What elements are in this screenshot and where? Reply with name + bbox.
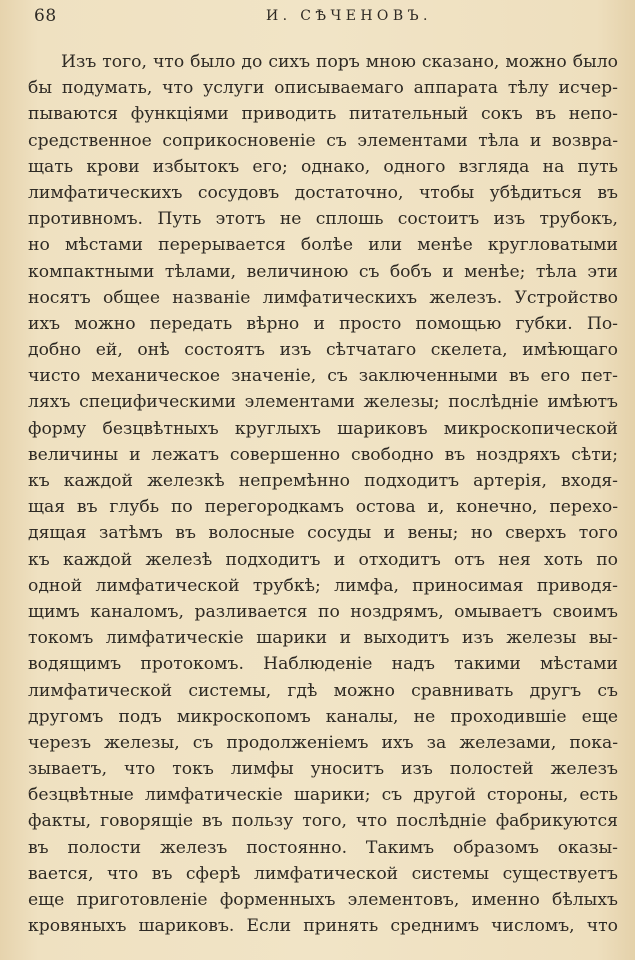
- text-line: форму безцвѣтныхъ круглыхъ шариковъ микроскопической: [28, 418, 618, 439]
- text-line: факты, говорящіе въ пользу того, что послѣдніе фабрикуются: [28, 811, 618, 832]
- text-line: лимфатическихъ сосудовъ достаточно, чтобы убѣдиться въ: [28, 182, 618, 203]
- text-line: ляхъ специфическими элементами железы; послѣдніе имѣютъ: [28, 392, 618, 413]
- text-line: компактными тѣлами, величиною съ бобъ и менѣе; тѣла эти: [28, 261, 618, 282]
- text-line: зываетъ, что токъ лимфы уноситъ изъ полостей железъ: [28, 759, 618, 780]
- text-line: щая въ глубь по перегородкамъ остова и, конечно, перехо-: [28, 497, 618, 518]
- text-line: къ каждой железѣ подходитъ и отходитъ отъ нея хоть по: [28, 549, 618, 570]
- text-line: токомъ лимфатическіе шарики и выходитъ изъ железы вы-: [28, 628, 618, 649]
- text-line: кровяныхъ шариковъ. Если принять среднимъ числомъ, что: [28, 916, 618, 937]
- text-line: щать крови избытокъ его; однако, одного взгляда на путь: [28, 156, 618, 177]
- text-line: къ каждой железкѣ непремѣнно подходитъ артерія, входя-: [28, 471, 618, 491]
- text-line: безцвѣтные лимфатическіе шарики; съ другой стороны, есть: [28, 785, 618, 806]
- page-header: [34, 4, 607, 30]
- text-line: но мѣстами перерывается болѣе или менѣе кругловатыми: [28, 235, 618, 256]
- text-line: вается, что въ сферѣ лимфатической системы существуетъ: [28, 863, 618, 884]
- text-line: въ полости железъ постоянно. Такимъ образомъ оказы-: [28, 837, 618, 858]
- text-line: добно ей, онѣ состоятъ изъ сѣтчатаго скелета, имѣющаго: [28, 340, 618, 361]
- text-line: лимфатической системы, гдѣ можно сравнивать другъ съ: [28, 680, 618, 701]
- text-line: другомъ подъ микроскопомъ каналы, не проходившіе еще: [28, 706, 618, 727]
- text-line: щимъ каналомъ, разливается по ноздрямъ, омываетъ своимъ: [28, 601, 618, 622]
- body-text: [28, 49, 618, 939]
- text-line: противномъ. Путь этотъ не сплошь состоитъ изъ трубокъ,: [28, 209, 618, 230]
- text-line: дящая затѣмъ въ волосные сосуды и вены; но сверхъ того: [28, 523, 618, 544]
- running-head: И. СѢЧЕНОВЪ.: [266, 8, 432, 24]
- text-line: ихъ можно передать вѣрно и просто помощью губки. По-: [28, 313, 618, 334]
- text-line: средственное соприкосновеніе съ элементами тѣла и возвра-: [28, 130, 618, 151]
- text-line: Изъ того, что было до сихъ поръ мною сказано, можно было: [61, 52, 618, 72]
- text-line: носятъ общее названіе лимфатическихъ железъ. Устройство: [28, 287, 618, 308]
- text-line: бы подумать, что услуги описываемаго аппарата тѣлу исчер-: [28, 78, 618, 99]
- text-line: чисто механическое значеніе, съ заключенными въ его пет-: [28, 366, 618, 387]
- page-number: 68: [34, 6, 57, 26]
- text-line: водящимъ протокомъ. Наблюденіе надъ такими мѣстами: [28, 654, 618, 675]
- text-line: черезъ железы, съ продолженіемъ ихъ за железами, пока-: [28, 732, 618, 753]
- text-line: еще приготовленіе форменныхъ элементовъ, именно бѣлыхъ: [28, 890, 618, 910]
- text-line: величины и лежатъ совершенно свободно въ ноздряхъ сѣти;: [28, 444, 618, 465]
- text-line: одной лимфатической трубкѣ; лимфа, приносимая приводя-: [28, 575, 618, 596]
- text-line: пываются функціями приводить питательный сокъ въ непо-: [28, 104, 618, 125]
